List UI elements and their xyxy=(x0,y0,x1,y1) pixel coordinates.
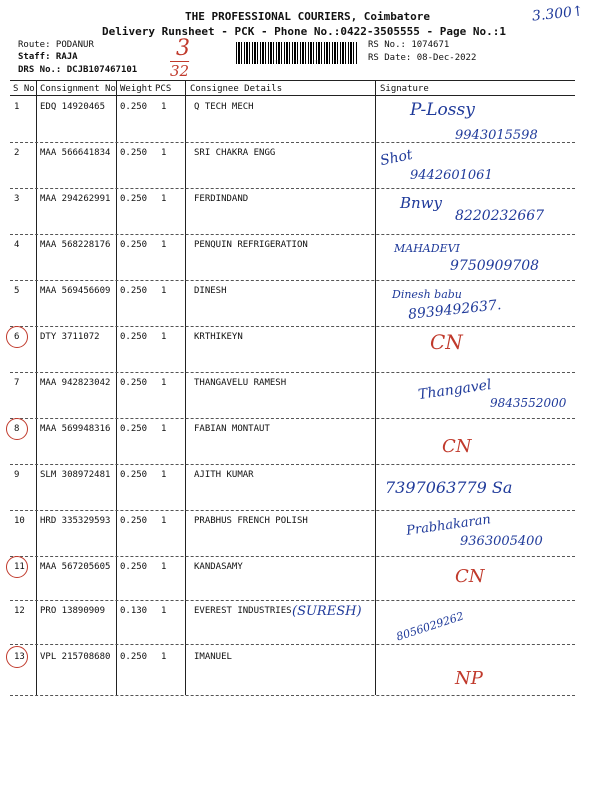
row-pcs: 1 xyxy=(161,378,167,388)
row-consignee: IMANUEL xyxy=(194,652,232,662)
row-consignment: MAA 294262991 xyxy=(40,194,111,204)
row-consignment: PRO 13890909 xyxy=(40,606,106,616)
row-consignee: FERDINDAND xyxy=(194,194,249,204)
row-consignee: SRI CHAKRA ENGG xyxy=(194,148,276,158)
row-weight: 0.250 xyxy=(120,470,148,480)
signature-scrawl: Bnwy xyxy=(400,194,442,212)
row-consignee: DINESH xyxy=(194,286,227,296)
row-weight: 0.250 xyxy=(120,102,148,112)
row-sno: 9 xyxy=(14,470,20,480)
signature-phone: 8939492637. xyxy=(407,297,503,323)
row-divider xyxy=(10,188,575,189)
row-weight: 0.250 xyxy=(120,194,148,204)
signature-phone: 8056029262 xyxy=(394,609,466,644)
signature-scrawl: Dinesh babu xyxy=(392,288,462,301)
row-divider xyxy=(10,326,575,327)
row-consignment: MAA 568228176 xyxy=(40,240,111,250)
row-consignment: DTY 3711072 xyxy=(40,332,100,342)
row-divider xyxy=(10,510,575,511)
header-top-rule xyxy=(10,80,575,81)
row-pcs: 1 xyxy=(161,562,167,572)
row-sno: 3 xyxy=(14,194,20,204)
row-consignment: HRD 335329593 xyxy=(40,516,111,526)
signature-phone: 9750909708 xyxy=(450,258,540,274)
signature-status: CN xyxy=(442,436,472,457)
row-sno: 8 xyxy=(14,424,20,434)
row-sno: 2 xyxy=(14,148,20,158)
header-bottom-rule xyxy=(10,95,575,96)
row-sno: 10 xyxy=(14,516,25,526)
row-consignment: SLM 308972481 xyxy=(40,470,111,480)
row-pcs: 1 xyxy=(161,102,167,112)
signature-status: CN xyxy=(455,566,485,587)
route-label: Route: PODANUR xyxy=(18,40,94,50)
signature-scrawl: Shot xyxy=(378,146,414,170)
row-sno: 11 xyxy=(14,562,25,572)
row-weight: 0.250 xyxy=(120,286,148,296)
row-sno: 13 xyxy=(14,652,25,662)
signature-phone: 9363005400 xyxy=(460,534,543,549)
row-divider xyxy=(10,644,575,645)
row-consignment: EDQ 14920465 xyxy=(40,102,106,112)
row-weight: 0.250 xyxy=(120,148,148,158)
row-pcs: 1 xyxy=(161,606,167,616)
row-consignment: MAA 569456609 xyxy=(40,286,111,296)
table-row xyxy=(10,562,575,608)
row-divider xyxy=(10,280,575,281)
row-weight: 0.250 xyxy=(120,424,148,434)
row-pcs: 1 xyxy=(161,652,167,662)
row-weight: 0.250 xyxy=(120,562,148,572)
table-row xyxy=(10,652,575,698)
table-row xyxy=(10,606,575,652)
signature-status: CN xyxy=(430,330,463,354)
row-divider xyxy=(10,418,575,419)
signature-scrawl: 7397063779 Sa xyxy=(385,478,513,497)
row-pcs: 1 xyxy=(161,516,167,526)
row-sno: 12 xyxy=(14,606,25,616)
col-consignee: Consignee Details xyxy=(190,84,283,94)
barcode xyxy=(236,42,358,64)
row-pcs: 1 xyxy=(161,470,167,480)
signature-scrawl: P-Lossy xyxy=(410,100,475,120)
col-consignment: Consignment No xyxy=(40,84,116,94)
drs-number: DRS No.: DCJB107467101 xyxy=(18,65,138,75)
row-consignment: MAA 566641834 xyxy=(40,148,111,158)
row-weight: 0.250 xyxy=(120,652,148,662)
row-consignee: KRTHIKEYN xyxy=(194,332,243,342)
row-consignee: AJITH KUMAR xyxy=(194,470,254,480)
row-divider xyxy=(10,372,575,373)
row-pcs: 1 xyxy=(161,194,167,204)
row-divider xyxy=(10,600,575,601)
row-sno: 7 xyxy=(14,378,20,388)
row-pcs: 1 xyxy=(161,424,167,434)
row-consignee: FABIAN MONTAUT xyxy=(194,424,270,434)
row-sno: 5 xyxy=(14,286,20,296)
row-consignee: PENQUIN REFRIGERATION xyxy=(194,240,308,250)
hand-count-top: 3 xyxy=(176,36,190,61)
row-weight: 0.250 xyxy=(120,240,148,250)
signature-status: NP xyxy=(455,668,483,689)
row-consignment: MAA 567205605 xyxy=(40,562,111,572)
runsheet-title: Delivery Runsheet - PCK - Phone No.:0422-3505555 - Page No.:1 xyxy=(102,25,506,38)
signature-scrawl: MAHADEVI xyxy=(394,242,460,255)
col-weight: Weight xyxy=(120,84,153,94)
signature-phone: 9943015598 xyxy=(455,128,538,143)
staff-label: Staff: RAJA xyxy=(18,52,78,62)
signature-phone: 9442601061 xyxy=(410,168,493,183)
row-divider xyxy=(10,142,575,143)
row-sno: 1 xyxy=(14,102,20,112)
signature-scrawl: Prabhakaran xyxy=(405,512,492,539)
row-divider xyxy=(10,695,575,696)
rs-date: RS Date: 08-Dec-2022 xyxy=(368,53,477,63)
col-pcs: PCS xyxy=(155,84,172,94)
row-sno: 4 xyxy=(14,240,20,250)
row-pcs: 1 xyxy=(161,148,167,158)
row-consignee: PRABHUS FRENCH POLISH xyxy=(194,516,308,526)
row-consignee: EVEREST INDUSTRIES xyxy=(194,606,292,616)
row-consignee: Q TECH MECH xyxy=(194,102,254,112)
row-consignee: KANDASAMY xyxy=(194,562,243,572)
row-divider xyxy=(10,464,575,465)
row-weight: 0.250 xyxy=(120,332,148,342)
row-consignment: MAA 942823042 xyxy=(40,378,111,388)
col-signature: Signature xyxy=(380,84,429,94)
signature-scrawl: Thangavel xyxy=(417,376,493,404)
rs-number: RS No.: 1074671 xyxy=(368,40,450,50)
hand-count-bottom: 32 xyxy=(170,62,190,80)
signature-phone: 9843552000 xyxy=(490,396,567,410)
row-weight: 0.130 xyxy=(120,606,148,616)
row-divider xyxy=(10,556,575,557)
row-weight: 0.250 xyxy=(120,516,148,526)
signature-phone: 8220232667 xyxy=(455,208,545,224)
row-pcs: 1 xyxy=(161,240,167,250)
company-title: THE PROFESSIONAL COURIERS, Coimbatore xyxy=(185,10,431,23)
row-weight: 0.250 xyxy=(120,378,148,388)
corner-handwriting: 3.300↑ xyxy=(531,3,585,25)
row-consignment: MAA 569948316 xyxy=(40,424,111,434)
row-consignee: THANGAVELU RAMESH xyxy=(194,378,287,388)
row-pcs: 1 xyxy=(161,332,167,342)
row-consignment: VPL 215708680 xyxy=(40,652,111,662)
col-sno: S No xyxy=(13,84,35,94)
row-pcs: 1 xyxy=(161,286,167,296)
row-divider xyxy=(10,234,575,235)
signature-name-note: (SURESH) xyxy=(292,604,362,619)
row-sno: 6 xyxy=(14,332,20,342)
